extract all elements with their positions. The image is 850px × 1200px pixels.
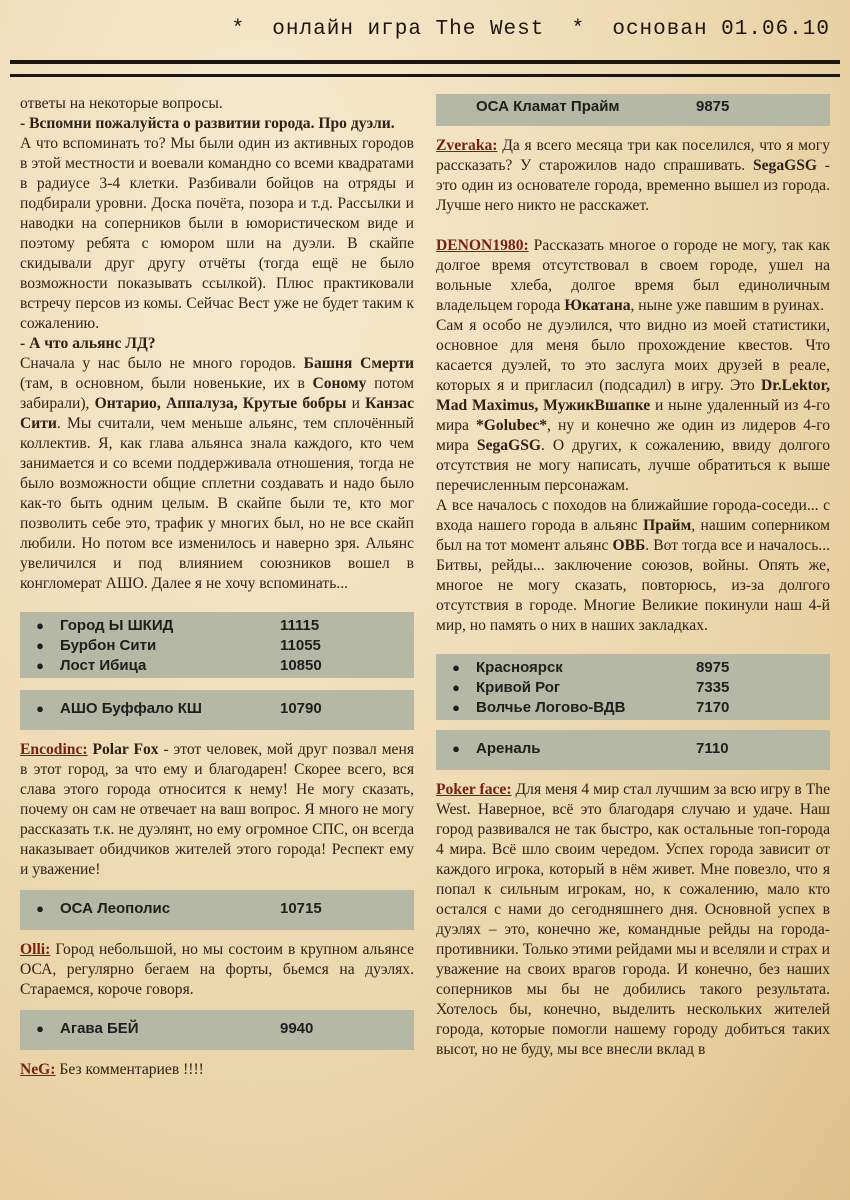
olli-answer: Olli: Город небольшой, но мы состоим в крупном альянсе ОСА, регулярно бегаем на форты, бьемся на дуэлях. Стараемся, короче говоря. xyxy=(20,941,415,998)
question-alliance: - А что альянс ЛД? xyxy=(20,335,156,352)
ranking-box xyxy=(20,1010,414,1050)
author-nick: DENON1980: xyxy=(436,237,529,254)
encodinc-answer: Encodinc: Polar Fox - этот человек, мой друг позвал меня в этот город, за что ему и благодарен! Скорее всего, вся слава этого города относится к нему! Не могу сказать, почему он сам не отвечает на ваш вопрос. Я много не могу рассказать т.к. не дуэлянт, но ему огромное СПС, он всегда наказывает обидчиков жителей этого города! Респект ему и уважение! xyxy=(20,741,414,878)
ranking-row: ● Город Ы ШКИД 11115 xyxy=(36,616,320,634)
intro-text: ответы на некоторые вопросы. xyxy=(20,95,223,112)
ranking-row: ● Бурбон Сити 11055 xyxy=(36,636,321,654)
answer-development: А что вспоминать то? Мы были один из активных городов в этой местности и воевали командно со всеми квадратами в радиусе 3-4 клетки. Разбивали бойцов на отряды и подбирали уровни. Доска почёта, позора и т.д. Рассылки и наводки на соперников были в юмористическом виде и поэтому ребята с юмором шли на дуэли. В скайпе скидывали друг другу отчёты (тогда ещё не было возможности показывать ссылкой). Плюс практиковали встречу персов из комы. Сейчас Вест уже не будет таким к сожалению. xyxy=(20,135,414,332)
author-nick: Encodinc: xyxy=(20,741,88,758)
ranking-box xyxy=(20,690,414,730)
ranking-box xyxy=(20,612,414,678)
ranking-row: ● Красноярск 8975 xyxy=(452,658,730,676)
answer-alliance: Сначала у нас было не много городов. Башня Смерти (там, в основном, были новенькие, их в Соному потом забирали), Онтарио, Аппалуза, Крутые бобры и Канзас Сити. Мы считали, чем меньше альянс, тем сплочённый коллектив. Я, как глава альянса знала каждого, кто чем занимается и со всеми поддерживала отношения, тогда не было возможности общие сплетни создавать и надо было как-то быть одним целым. В скайпе были те, кто мог позволить себе это, трафик у многих был, но не все скайп любили. Но потом все изменилось и наверно зря. Альянс увеличился и под влиянием союзников вошел в конгломерат АШО. Далее я не хочу вспоминать... xyxy=(20,355,415,592)
ranking-row: ● Агава БЕЙ 9940 xyxy=(36,1019,314,1037)
ranking-box xyxy=(436,94,830,126)
author-nick: Poker face: xyxy=(436,781,512,798)
header-rule-bottom xyxy=(10,74,840,77)
header-rule-top xyxy=(10,60,840,64)
ranking-row: ● Волчье Логово-ВДВ 7170 xyxy=(452,698,730,716)
ranking-row: ● Кривой Рог 7335 xyxy=(452,678,730,696)
denon-answer: DENON1980: Рассказать многое о городе не могу, так как долгое время отсутствовал в своем городе, ушел на вольные хлеба, долгое время был единоличным владельцем города Юкатана, ныне уже павшим в руинах. xyxy=(436,237,830,314)
page-header xyxy=(0,0,850,90)
question-development: - Вспомни пожалуйста о развитии города. Про дуэли. xyxy=(20,115,395,132)
author-nick: Zveraka: xyxy=(436,137,498,154)
ranking-row: ● Ареналь 7110 xyxy=(452,739,729,757)
ranking-row: ● Лост Ибица 10850 xyxy=(36,656,322,674)
neg-answer: NeG: Без комментариев !!!! xyxy=(20,1061,204,1078)
ranking-row: ОСА Кламат Прайм 9875 xyxy=(476,97,730,115)
ranking-box xyxy=(436,730,830,770)
denon-answer-part3: А все началось с походов на ближайшие города-соседи... с входа нашего города в альянс Прайм, нашим соперником был на тот момент альянс ОВБ. Вот тогда все и началось... Битвы, рейды... заключение союзов, войны. Опять же, многое не могу сказать, повторюсь, из-за долгого отсутствия в городе. Многие Великие покинули наш 4-й мир, но память о них в наших закладках. xyxy=(436,497,830,634)
author-nick: NeG: xyxy=(20,1061,56,1078)
header-title: * онлайн игра The West * основан 01.06.10 xyxy=(231,18,830,41)
ranking-row: ● АШО Буффало КШ 10790 xyxy=(36,699,322,717)
left-column xyxy=(20,94,414,1080)
ranking-box xyxy=(436,654,830,720)
poker-answer: Poker face: Для меня 4 мир стал лучшим за всю игру в The West. Наверное, всё это благодаря случаю и удаче. Наш город развивался не так быстро, как остальные топ-города 4 мира. Всё шло своим чередом. Успех города зависит от каждого игрока, который в нём живет. Мне повезло, что я попал к сильным игрокам, но, к сожалению, мало кто остался с нами до сегодняшнего дня. Основной успех в дуэлях – это, конечно же, командные рейды на города-противники. Только этими рейдами мы и вселяли и страх и уважение на своих врагов города. И конечно, без наших соперников мы бы не добились такого результата. Хотелось бы, конечно, выделить нескольких жителей города, которые помогли нашему городу добиться таких высот, но не буду, мы все внесли вклад в xyxy=(436,781,830,1058)
denon-answer-part2: Сам я особо не дуэлился, что видно из моей статистики, основное для меня было прохождение квестов. Что касается дуэлей, то это заслуга моих друзей в реале, которых я и пригласил (подсадил) в игру. Это Dr.Lektor, Mad Maximus, МужикВшапке и ныне удаленный из 4-го мира *Golubec*, ну и конечно же один из лидеров 4-го мира SegaGSG. О других, к сожалению, ввиду долгого отсутствия не могу написать, лучше обратиться к выше перечисленным персонажам. xyxy=(436,317,830,494)
zveraka-answer: Zveraka: Да я всего месяца три как поселился, что я могу рассказать? У старожилов надо спрашивать. SegaGSG - это один из основателе города, временно вышел из города. Лучше него никто не расскажет. xyxy=(436,137,830,214)
ranking-row: ● ОСА Леополис 10715 xyxy=(36,899,322,917)
author-nick: Olli: xyxy=(20,941,51,958)
ranking-box xyxy=(20,890,414,930)
right-column xyxy=(436,94,830,1060)
